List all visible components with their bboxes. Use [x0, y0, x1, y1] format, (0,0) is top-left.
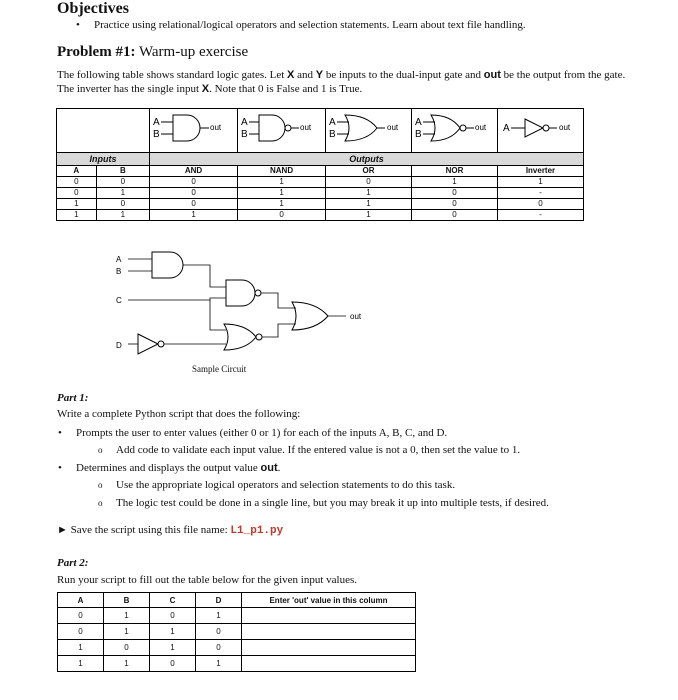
- table-row: [57, 210, 584, 221]
- column-header: C: [150, 593, 196, 608]
- table-cell: 0: [412, 199, 498, 210]
- table-cell: 1: [326, 199, 412, 210]
- input-values-table: [57, 592, 416, 672]
- gate-input-a-label: A: [328, 117, 336, 128]
- out-value-cell[interactable]: [242, 640, 416, 656]
- column-header: NAND: [238, 166, 326, 177]
- problem-intro: The following table shows standard logic gates. Let X and Y be inputs to the dual-input gate and out be the output from the gate. The inverter has the single input X. Note that 0 is False and 1 is True.: [57, 69, 626, 95]
- table-cell: 0: [150, 199, 238, 210]
- out-value-cell[interactable]: [242, 624, 416, 640]
- part1-bullet-1: • Prompts the user to enter values (either 0 or 1) for each of the inputs A, B, C, and D.: [76, 427, 447, 440]
- script-filename: L1_p1.py: [230, 525, 284, 537]
- gate-out-label: out: [299, 123, 311, 132]
- inverter-gate-cell: [498, 109, 584, 153]
- inverter-gate-icon: [499, 109, 583, 149]
- table-cell: 0: [498, 199, 584, 210]
- table-row: [58, 608, 416, 624]
- part1-bullet-2: • Determines and displays the output value out.: [76, 462, 280, 475]
- table-cell: 1: [104, 624, 150, 640]
- gate-input-b-label: B: [328, 129, 336, 140]
- save-instruction: ► Save the script using this file name: L1_p1.py: [57, 524, 284, 537]
- column-header: A: [57, 166, 97, 177]
- column-header: Enter 'out' value in this column: [242, 593, 416, 608]
- table-cell: 0: [238, 210, 326, 221]
- table-cell: 0: [96, 177, 149, 188]
- gate-input-a-label: A: [502, 123, 510, 134]
- table-cell: 1: [238, 188, 326, 199]
- part1-intro: Write a complete Python script that does the following:: [57, 408, 301, 420]
- gate-input-b-label: B: [240, 129, 248, 140]
- gate-empty-cell: [57, 109, 150, 153]
- gate-input-b-label: B: [414, 129, 422, 140]
- table-row: [57, 177, 584, 188]
- column-header: Inverter: [498, 166, 584, 177]
- part1-sub-bullet-2b: o The logic test could be done in a single line, but you may break it up into multiple tests, if desired.: [116, 497, 549, 510]
- and-gate-cell: [150, 109, 238, 153]
- outputs-group-header: Outputs: [150, 153, 584, 166]
- table-cell: 0: [96, 199, 149, 210]
- table-row: [58, 656, 416, 672]
- table-cell: 1: [96, 210, 149, 221]
- circuit-label-c: C: [116, 296, 122, 305]
- gate-out-label: out: [558, 123, 570, 132]
- part2-title: Part 2:: [57, 557, 89, 569]
- circuit-out-label: out: [350, 312, 362, 321]
- table-cell: 1: [104, 656, 150, 672]
- nor-gate-icon: [413, 109, 497, 149]
- table-row: [58, 624, 416, 640]
- logic-gate-table: [56, 108, 584, 221]
- gate-input-b-label: B: [152, 129, 160, 140]
- gate-input-a-label: A: [240, 117, 248, 128]
- nand-gate-cell: [238, 109, 326, 153]
- table-cell: 1: [150, 624, 196, 640]
- table-cell: -: [498, 210, 584, 221]
- inverter-icon: [138, 334, 158, 354]
- table-row: [58, 640, 416, 656]
- part1-sub-bullet-2a: o Use the appropriate logical operators and selection statements to do this task.: [116, 479, 455, 492]
- table-cell: 1: [238, 199, 326, 210]
- table-cell: 0: [150, 608, 196, 624]
- column-header: B: [96, 166, 149, 177]
- table-cell: 1: [150, 640, 196, 656]
- table-cell: 1: [196, 656, 242, 672]
- table-cell: 1: [150, 210, 238, 221]
- gate-input-a-label: A: [152, 117, 160, 128]
- table-cell: 1: [238, 177, 326, 188]
- table-cell: 0: [196, 624, 242, 640]
- problem-title: Problem #1: Warm-up exercise: [57, 44, 249, 60]
- column-header: A: [58, 593, 104, 608]
- table-cell: 0: [58, 608, 104, 624]
- column-header: NOR: [412, 166, 498, 177]
- table-cell: 1: [326, 188, 412, 199]
- table-cell: 0: [150, 177, 238, 188]
- and-gate-1-icon: [152, 252, 183, 278]
- column-header: AND: [150, 166, 238, 177]
- table-cell: 1: [58, 656, 104, 672]
- table-row: [57, 199, 584, 210]
- out-value-cell[interactable]: [242, 608, 416, 624]
- table-cell: 1: [326, 210, 412, 221]
- objective-bullet: • Practice using relational/logical operators and selection statements. Learn about text file handling.: [94, 19, 526, 32]
- table-cell: 0: [104, 640, 150, 656]
- nand-gate-icon: [239, 109, 325, 149]
- table-cell: 1: [196, 608, 242, 624]
- column-header: B: [104, 593, 150, 608]
- table-cell: 0: [57, 188, 97, 199]
- table-cell: 1: [104, 608, 150, 624]
- objectives-title: Objectives: [57, 0, 129, 17]
- circuit-label-d: D: [116, 341, 122, 350]
- table-row: [57, 188, 584, 199]
- table-cell: 0: [57, 177, 97, 188]
- column-header: OR: [326, 166, 412, 177]
- table-cell: 1: [96, 188, 149, 199]
- gate-input-a-label: A: [414, 117, 422, 128]
- or-gate-cell: [326, 109, 412, 153]
- gate-out-label: out: [386, 123, 398, 132]
- column-header: D: [196, 593, 242, 608]
- nand-gate-icon: [226, 280, 255, 306]
- or-gate-icon: [327, 109, 411, 149]
- table-cell: 1: [412, 177, 498, 188]
- table-cell: 0: [150, 656, 196, 672]
- table-cell: 1: [58, 640, 104, 656]
- table-cell: 0: [150, 188, 238, 199]
- or-gate-icon: [292, 302, 328, 330]
- inputs-group-header: Inputs: [57, 153, 150, 166]
- nor-gate-cell: [412, 109, 498, 153]
- circuit-label-a: A: [116, 255, 122, 264]
- and-gate-icon: [151, 109, 237, 149]
- table-cell: 0: [412, 210, 498, 221]
- table-cell: 0: [326, 177, 412, 188]
- sample-circuit-diagram: [100, 240, 400, 380]
- circuit-caption: Sample Circuit: [192, 364, 247, 374]
- table-cell: 1: [57, 199, 97, 210]
- out-value-cell[interactable]: [242, 656, 416, 672]
- gate-out-label: out: [474, 123, 486, 132]
- circuit-label-b: B: [116, 267, 122, 276]
- gate-column-headers: [57, 166, 584, 177]
- nor-gate-icon: [224, 324, 256, 350]
- table-cell: 1: [498, 177, 584, 188]
- part1-sub-bullet-1: o Add code to validate each input value. If the entered value is not a 0, then set the value to 1.: [116, 444, 520, 457]
- part2-intro: Run your script to fill out the table below for the given input values.: [57, 574, 357, 586]
- table-cell: 1: [57, 210, 97, 221]
- table-cell: -: [498, 188, 584, 199]
- input-table-headers: [58, 593, 416, 608]
- table-cell: 0: [412, 188, 498, 199]
- part1-title: Part 1:: [57, 392, 89, 404]
- table-cell: 0: [58, 624, 104, 640]
- table-cell: 0: [196, 640, 242, 656]
- gate-out-label: out: [209, 123, 221, 132]
- arrow-icon: ►: [57, 524, 68, 536]
